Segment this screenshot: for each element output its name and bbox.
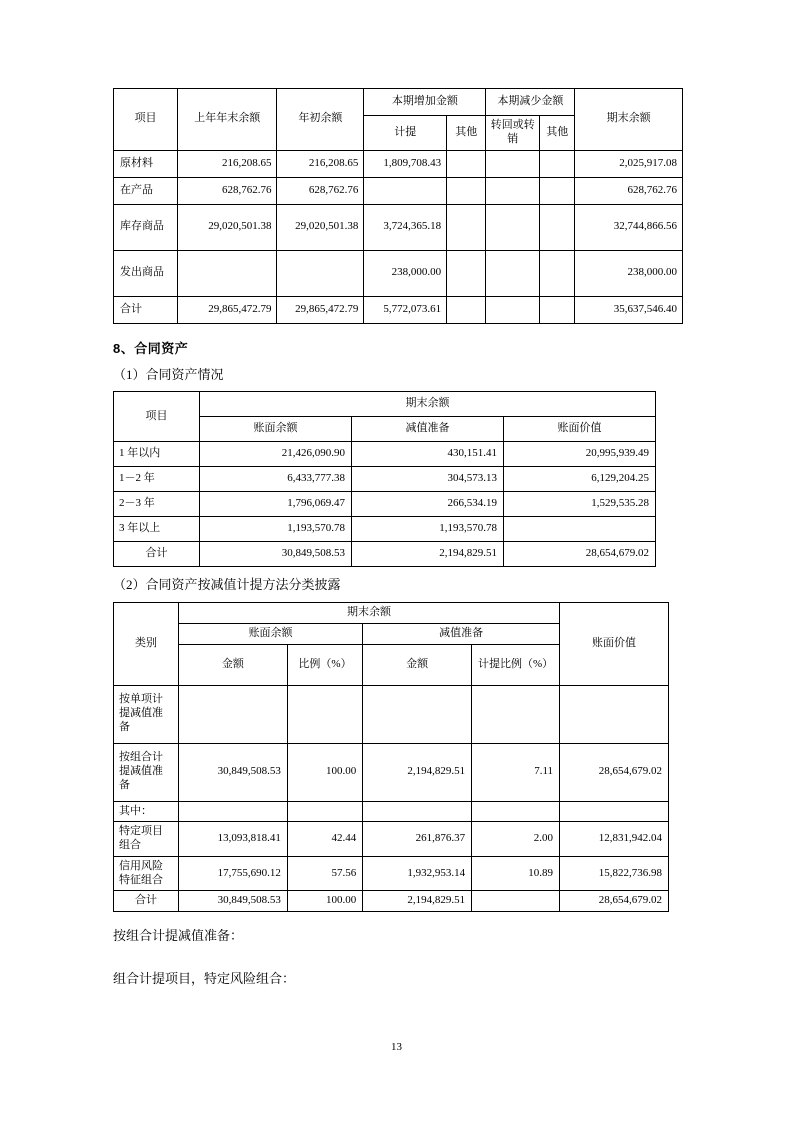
cell-period-end: 238,000.00 bbox=[575, 250, 683, 296]
cell-increase-other bbox=[447, 177, 486, 204]
cell-book-value: 28,654,679.02 bbox=[560, 743, 669, 801]
note-line-2: 组合计提项目，特定风险组合： bbox=[113, 970, 296, 986]
header-period-end: 期末余额 bbox=[575, 89, 683, 151]
cell-book-balance: 1,796,069.47 bbox=[200, 492, 352, 517]
row-label: 发出商品 bbox=[114, 250, 178, 296]
cell-book-balance: 30,849,508.53 bbox=[200, 542, 352, 567]
cell-amount: 13,093,818.41 bbox=[178, 822, 287, 857]
page-number: 13 bbox=[391, 1041, 402, 1053]
cell-book-value bbox=[560, 801, 669, 822]
cell-impair-ratio bbox=[472, 891, 560, 912]
header-book-balance: 账面余额 bbox=[200, 417, 352, 442]
cell-increase-other bbox=[447, 250, 486, 296]
cell-book-value bbox=[504, 517, 656, 542]
table-header-row bbox=[114, 89, 683, 116]
cell-increase-accrual: 3,724,365.18 bbox=[364, 204, 447, 250]
header-impairment: 减值准备 bbox=[352, 417, 504, 442]
cell-increase-other bbox=[447, 204, 486, 250]
table-row bbox=[114, 204, 683, 250]
table-total-row bbox=[114, 296, 683, 323]
cell-year-begin bbox=[277, 250, 364, 296]
cell-book-balance: 6,433,777.38 bbox=[200, 467, 352, 492]
cell-impair-amount: 2,194,829.51 bbox=[363, 743, 472, 801]
section-heading: 8、合同资产 bbox=[113, 340, 189, 356]
cell-decrease-other bbox=[540, 177, 575, 204]
cell-impair-amount: 1,932,953.14 bbox=[363, 856, 472, 891]
table-row bbox=[114, 822, 669, 857]
cell-impair-ratio: 10.89 bbox=[472, 856, 560, 891]
cell-increase-other bbox=[447, 296, 486, 323]
header-impair-amount: 金额 bbox=[363, 644, 472, 685]
cell-increase-accrual: 238,000.00 bbox=[364, 250, 447, 296]
cell-book-value: 6,129,204.25 bbox=[504, 467, 656, 492]
header-book-value: 账面价值 bbox=[560, 603, 669, 686]
cell-impairment: 304,573.13 bbox=[352, 467, 504, 492]
cell-amount bbox=[178, 685, 287, 743]
header-increase: 本期增加金额 bbox=[364, 89, 486, 116]
cell-impair-amount bbox=[363, 801, 472, 822]
row-label: 合计 bbox=[114, 891, 179, 912]
row-label: 特定项目组合 bbox=[114, 822, 179, 857]
table-row bbox=[114, 801, 669, 822]
cell-book-balance: 1,193,570.78 bbox=[200, 517, 352, 542]
cell-ratio: 100.00 bbox=[287, 891, 362, 912]
table-header-row bbox=[114, 392, 656, 417]
table-row bbox=[114, 250, 683, 296]
cell-ratio: 57.56 bbox=[287, 856, 362, 891]
cell-ratio: 42.44 bbox=[287, 822, 362, 857]
row-label: 在产品 bbox=[114, 177, 178, 204]
cell-decrease-reversal bbox=[486, 204, 540, 250]
header-impairment: 减值准备 bbox=[363, 623, 560, 644]
cell-impairment: 266,534.19 bbox=[352, 492, 504, 517]
header-year-begin: 年初余额 bbox=[277, 89, 364, 151]
cell-period-end: 35,637,546.40 bbox=[575, 296, 683, 323]
header-decrease: 本期减少金额 bbox=[486, 89, 575, 116]
table-row bbox=[114, 685, 669, 743]
cell-impair-ratio: 2.00 bbox=[472, 822, 560, 857]
header-period-end: 期末余额 bbox=[200, 392, 656, 417]
cell-decrease-other bbox=[540, 150, 575, 177]
cell-increase-other bbox=[447, 150, 486, 177]
cell-decrease-reversal bbox=[486, 296, 540, 323]
cell-decrease-other bbox=[540, 250, 575, 296]
cell-ratio bbox=[287, 801, 362, 822]
row-label: 2－3 年 bbox=[114, 492, 200, 517]
cell-period-end: 628,762.76 bbox=[575, 177, 683, 204]
cell-impair-ratio: 7.11 bbox=[472, 743, 560, 801]
header-amount: 金额 bbox=[178, 644, 287, 685]
cell-book-value: 20,995,939.49 bbox=[504, 442, 656, 467]
cell-decrease-reversal bbox=[486, 177, 540, 204]
cell-year-begin: 628,762.76 bbox=[277, 177, 364, 204]
subsection-2-title: （2）合同资产按减值计提方法分类披露 bbox=[113, 577, 341, 593]
cell-impair-amount: 261,876.37 bbox=[363, 822, 472, 857]
cell-amount: 17,755,690.12 bbox=[178, 856, 287, 891]
header-book-balance: 账面余额 bbox=[178, 623, 362, 644]
table-row bbox=[114, 150, 683, 177]
cell-year-begin: 216,208.65 bbox=[277, 150, 364, 177]
cell-decrease-reversal bbox=[486, 150, 540, 177]
page-content bbox=[113, 88, 683, 996]
note-line-1: 按组合计提减值准备： bbox=[113, 928, 244, 944]
row-label: 按单项计提减值准备 bbox=[114, 685, 179, 743]
header-increase-other: 其他 bbox=[447, 116, 486, 151]
table-row bbox=[114, 177, 683, 204]
inventory-provision-table bbox=[113, 88, 683, 324]
cell-amount bbox=[178, 801, 287, 822]
table-row bbox=[114, 467, 656, 492]
cell-prev-year-end: 29,020,501.38 bbox=[178, 204, 277, 250]
cell-year-begin: 29,020,501.38 bbox=[277, 204, 364, 250]
header-decrease-other: 其他 bbox=[540, 116, 575, 151]
cell-impairment: 1,193,570.78 bbox=[352, 517, 504, 542]
cell-impair-ratio bbox=[472, 801, 560, 822]
header-decrease-reversal: 转回或转销 bbox=[486, 116, 540, 151]
table-row bbox=[114, 517, 656, 542]
subsection-1-title: （1）合同资产情况 bbox=[113, 366, 224, 382]
cell-book-value bbox=[560, 685, 669, 743]
header-category: 类别 bbox=[114, 603, 179, 686]
cell-period-end: 32,744,866.56 bbox=[575, 204, 683, 250]
table-row bbox=[114, 492, 656, 517]
header-impair-ratio: 计提比例（%） bbox=[472, 644, 560, 685]
row-label: 合计 bbox=[114, 542, 200, 567]
cell-amount: 30,849,508.53 bbox=[178, 891, 287, 912]
header-prev-year-end: 上年年末余额 bbox=[178, 89, 277, 151]
header-book-value: 账面价值 bbox=[504, 417, 656, 442]
row-label: 原材料 bbox=[114, 150, 178, 177]
row-label: 1－2 年 bbox=[114, 467, 200, 492]
table-row bbox=[114, 856, 669, 891]
cell-book-value: 1,529,535.28 bbox=[504, 492, 656, 517]
table-row bbox=[114, 743, 669, 801]
cell-amount: 30,849,508.53 bbox=[178, 743, 287, 801]
cell-decrease-other bbox=[540, 204, 575, 250]
cell-book-value: 28,654,679.02 bbox=[560, 891, 669, 912]
row-label: 1 年以内 bbox=[114, 442, 200, 467]
row-label: 3 年以上 bbox=[114, 517, 200, 542]
cell-prev-year-end: 29,865,472.79 bbox=[178, 296, 277, 323]
table-total-row bbox=[114, 891, 669, 912]
table-header-row bbox=[114, 603, 669, 624]
cell-prev-year-end bbox=[178, 250, 277, 296]
row-label: 库存商品 bbox=[114, 204, 178, 250]
cell-decrease-reversal bbox=[486, 250, 540, 296]
cell-prev-year-end: 628,762.76 bbox=[178, 177, 277, 204]
table-row bbox=[114, 442, 656, 467]
cell-increase-accrual: 1,809,708.43 bbox=[364, 150, 447, 177]
cell-decrease-other bbox=[540, 296, 575, 323]
row-label: 合计 bbox=[114, 296, 178, 323]
cell-book-value: 15,822,736.98 bbox=[560, 856, 669, 891]
header-item: 项目 bbox=[114, 392, 200, 442]
cell-book-value: 28,654,679.02 bbox=[504, 542, 656, 567]
cell-impair-ratio bbox=[472, 685, 560, 743]
cell-impair-amount bbox=[363, 685, 472, 743]
cell-impair-amount: 2,194,829.51 bbox=[363, 891, 472, 912]
cell-impairment: 2,194,829.51 bbox=[352, 542, 504, 567]
cell-increase-accrual bbox=[364, 177, 447, 204]
cell-impairment: 430,151.41 bbox=[352, 442, 504, 467]
cell-ratio bbox=[287, 685, 362, 743]
header-item: 项目 bbox=[114, 89, 178, 151]
row-label: 信用风险特征组合 bbox=[114, 856, 179, 891]
cell-prev-year-end: 216,208.65 bbox=[178, 150, 277, 177]
header-ratio: 比例（%） bbox=[287, 644, 362, 685]
header-period-end: 期末余额 bbox=[178, 603, 559, 624]
cell-period-end: 2,025,917.08 bbox=[575, 150, 683, 177]
cell-ratio: 100.00 bbox=[287, 743, 362, 801]
table-total-row bbox=[114, 542, 656, 567]
impairment-classification-table bbox=[113, 602, 669, 912]
cell-book-value: 12,831,942.04 bbox=[560, 822, 669, 857]
header-increase-accrual: 计提 bbox=[364, 116, 447, 151]
cell-year-begin: 29,865,472.79 bbox=[277, 296, 364, 323]
contract-assets-table bbox=[113, 391, 656, 567]
row-label: 其中： bbox=[114, 801, 179, 822]
row-label: 按组合计提减值准备 bbox=[114, 743, 179, 801]
cell-book-balance: 21,426,090.90 bbox=[200, 442, 352, 467]
cell-increase-accrual: 5,772,073.61 bbox=[364, 296, 447, 323]
